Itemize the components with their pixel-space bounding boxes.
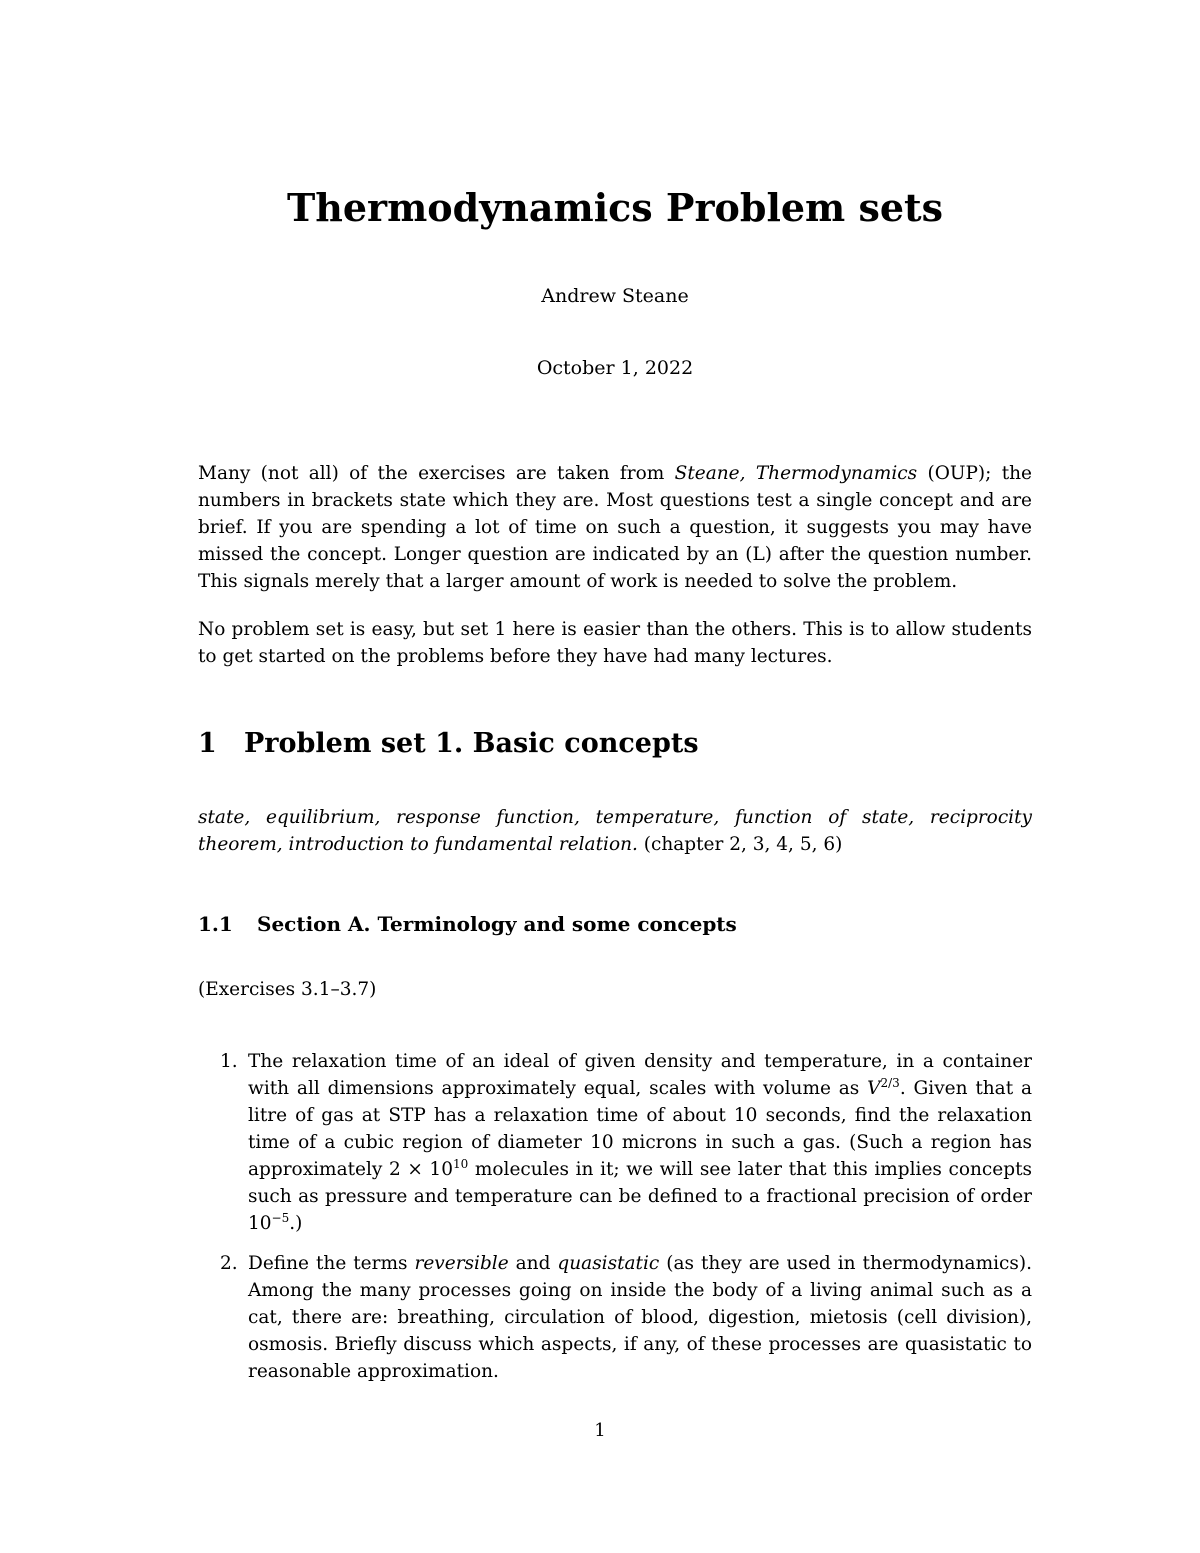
item-marker: 2. — [220, 1253, 238, 1274]
term-emphasis: quasistatic — [557, 1253, 660, 1274]
math-variable: V — [867, 1078, 881, 1099]
list-item — [198, 1250, 1032, 1385]
document-date: October 1, 2022 — [536, 357, 694, 379]
section-keywords — [198, 804, 1032, 858]
subsection-number: 1.1 — [198, 912, 233, 936]
subsection-title: Section A. Terminology and some concepts — [257, 912, 737, 936]
intro-text-b: (OUP); the numbers in brackets state which they are. Most questions test a single concept and are brief. If you are spending a lot of time on such a question, it suggests you may have missed the concept. Longer question are indicated by an (L) after the question number. This signals merely that a larger amount of work is needed to solve the problem. — [198, 463, 1032, 592]
problem-text: The relaxation time of an ideal of given density and temperature, in a container with all dimensions approximately equal, scales with volume as — [248, 1051, 1032, 1099]
intro-book-title: Steane, Thermodynamics — [674, 463, 918, 484]
problem-text: (as they are used in thermodynamics). Among the many processes going on inside the body of a living animal such as a cat, there are: breathing, circulation of blood, digestion, mietosis (cell division), osmosis. Briefly discuss which aspects, if any, of these processes are quasistatic to reasonable approximation. — [248, 1253, 1032, 1382]
problem-list — [198, 1048, 1032, 1398]
problem-text: Define the terms — [248, 1253, 415, 1274]
section-title: Problem set 1. Basic concepts — [244, 728, 699, 759]
chapters-text: (chapter 2, 3, 4, 5, 6) — [637, 834, 843, 855]
superscript: 2/3 — [880, 1075, 900, 1090]
item-marker: 1. — [220, 1051, 238, 1072]
problem-text: and — [508, 1253, 558, 1274]
keywords-text: state, equilibrium, response function, temperature, function of state, reciprocity theorem, introduction to fundamental relation. — [198, 807, 1032, 855]
problem-text: . Given that a litre of gas at STP has a relaxation time of about 10 seconds, find the relaxation time of a cubic region of diameter 10 microns in such a gas. (Such a region has approximately 2 × 10 — [248, 1078, 1032, 1180]
superscript: −5 — [271, 1210, 290, 1225]
intro-paragraph-2: No problem set is easy, but set 1 here is easier than the others. This is to allow students to get started on the problems before they have had many lectures. — [198, 619, 1032, 667]
term-emphasis: reversible — [414, 1253, 509, 1274]
problem-text: molecules in it; we will see later that this implies concepts such as pressure and temperature can be defined to a fractional precision of order 10 — [248, 1159, 1033, 1234]
document-title: Thermodynamics Problem sets — [286, 185, 944, 230]
superscript: 10 — [452, 1156, 469, 1171]
author-name: Andrew Steane — [541, 285, 689, 307]
intro-paragraph-1 — [198, 460, 1032, 595]
subsection-heading — [198, 910, 737, 938]
section-heading — [198, 726, 699, 762]
exercises-reference: (Exercises 3.1–3.7) — [198, 979, 377, 1000]
section-number: 1 — [198, 728, 217, 759]
problem-text: .) — [289, 1213, 303, 1234]
page-number: 1 — [594, 1420, 606, 1441]
intro-text-a: Many (not all) of the exercises are taken from — [198, 463, 675, 484]
list-item — [198, 1048, 1032, 1237]
